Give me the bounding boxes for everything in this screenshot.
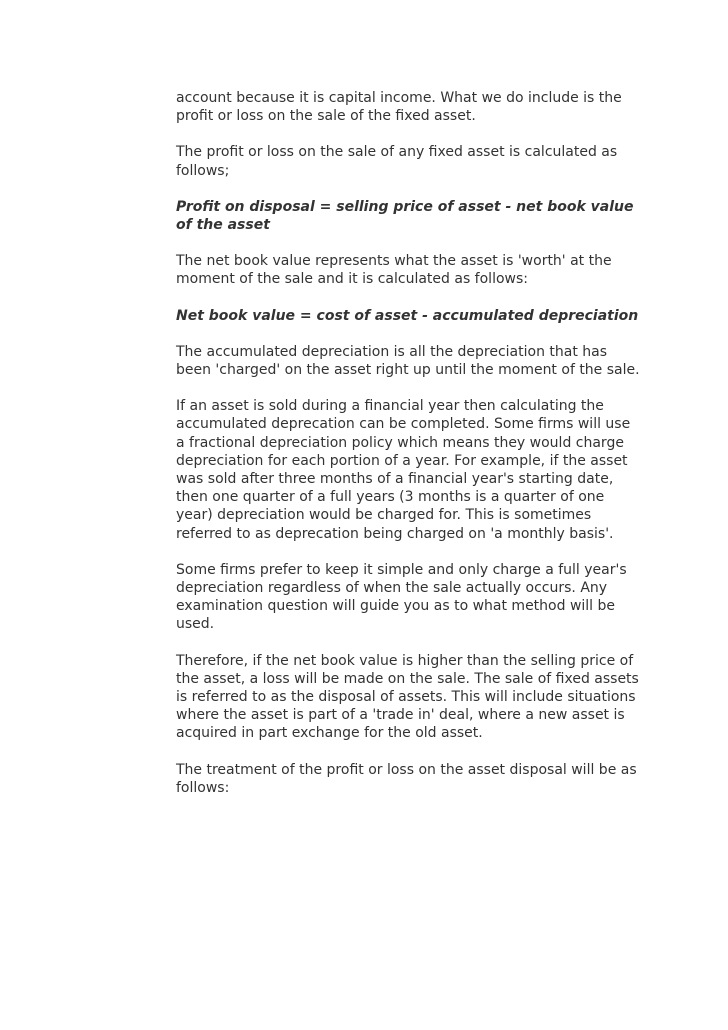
paragraph-profit-loss-intro: The profit or loss on the sale of any fixed asset is calculated as follows;	[176, 144, 618, 179]
paragraph-fractional-depreciation: If an asset is sold during a financial year then calculating the accumulated deprecation can be completed. Some firms will use a fractional depreciation policy which means they would charge depreciation for each portion of a year. For example, if the asset was sold after three months of a financial year's starting date, then one quarter of a full years (3 months is a quarter of one year) depreciation would be charged for. This is sometimes referred to as deprecation being charged on 'a monthly basis'.	[176, 398, 631, 542]
paragraph-treatment-intro: The treatment of the profit or loss on the asset disposal will be as follows:	[176, 761, 637, 796]
paragraph-accumulated-depreciation: The accumulated depreciation is all the depreciation that has been 'charged' on the asset right up until the moment of the sale.	[176, 343, 640, 379]
document-page	[176, 89, 642, 815]
formula-profit-on-disposal: Profit on disposal = selling price of asset - net book value of the asset	[176, 198, 634, 234]
paragraph-full-year-depreciation: Some firms prefer to keep it simple and only charge a full year's depreciation regardless of when the sale actually occurs. Any examination question will guide you as to what method will be used.	[176, 561, 627, 633]
paragraph-capital-income: account because it is capital income. What we do include is the profit or loss on the sale of the fixed asset.	[176, 90, 622, 125]
paragraph-loss-on-sale: Therefore, if the net book value is higher than the selling price of the asset, a loss will be made on the sale. The sale of fixed assets is referred to as the disposal of assets. This will include situations where the asset is part of a 'trade in' deal, where a new asset is acquired in part exchange for the old asset.	[176, 652, 639, 742]
formula-net-book-value: Net book value = cost of asset - accumulated depreciation	[176, 307, 639, 324]
paragraph-net-book-value-intro: The net book value represents what the asset is 'worth' at the moment of the sale and it is calculated as follows:	[176, 253, 612, 288]
